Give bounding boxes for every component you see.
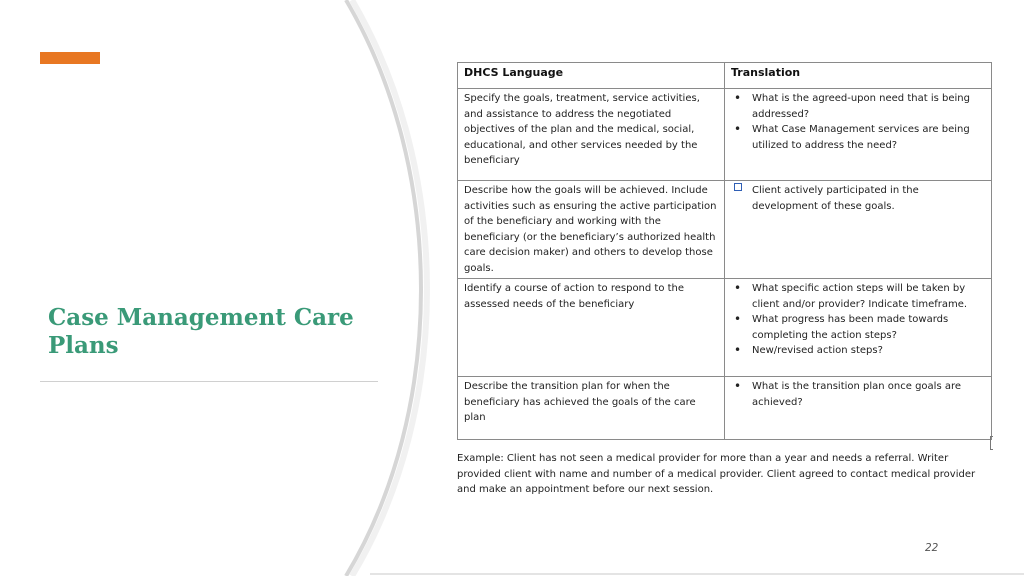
translation-cell xyxy=(725,89,992,181)
dhcs-text: Describe the transition plan for when the beneficiary has achieved the goals of the care plan xyxy=(464,381,696,423)
translation-text: What is the agreed-upon need that is being addressed? xyxy=(752,93,970,120)
table-bracket-mark xyxy=(990,436,993,450)
dhcs-cell xyxy=(458,279,725,377)
dhcs-cell xyxy=(458,181,725,279)
translation-cell xyxy=(725,279,992,377)
list-item xyxy=(731,343,985,359)
translation-text: What specific action steps will be taken by client and/or provider? Indicate timeframe. xyxy=(752,283,968,310)
translation-text: What progress has been made towards completing the action steps? xyxy=(752,314,949,341)
dhcs-text: Specify the goals, treatment, service activities, and assistance to address the negotiated objectives of the plan and the medical, social, educational, and other services needed by the beneficiary xyxy=(464,93,700,166)
bullet-icon xyxy=(734,343,741,360)
translation-text: New/revised action steps? xyxy=(752,345,883,356)
bullet-icon xyxy=(734,379,741,396)
slide-title: Case Management Care Plans xyxy=(48,304,354,359)
dhcs-text: Describe how the goals will be achieved. Include activities such as ensuring the active participation of the beneficiary and working with the beneficiary (or the beneficiary’s authorized health care decision maker) and others to develop those goals. xyxy=(464,185,717,274)
translation-list xyxy=(731,281,985,359)
checkbox-icon xyxy=(734,183,742,191)
translation-list xyxy=(731,379,985,410)
list-item xyxy=(731,91,985,122)
table-row xyxy=(458,181,992,279)
dhcs-cell xyxy=(458,377,725,440)
translation-cell xyxy=(725,181,992,279)
table-row xyxy=(458,89,992,181)
header-translation: Translation xyxy=(725,63,992,89)
translation-list xyxy=(731,91,985,153)
care-plan-table xyxy=(457,62,992,440)
bottom-divider xyxy=(370,573,1024,575)
table-row xyxy=(458,377,992,440)
example-paragraph: Example: Client has not seen a medical provider for more than a year and needs a referral. Writer provided client with name and number of a medical provider. Client agreed to contact medical provider and make an appointment before our next session. xyxy=(457,453,976,495)
list-item xyxy=(731,379,985,410)
table-row xyxy=(458,279,992,377)
bullet-icon xyxy=(734,91,741,108)
translation-cell xyxy=(725,377,992,440)
list-item xyxy=(731,312,985,343)
table-header-row xyxy=(458,63,992,89)
list-item xyxy=(731,183,985,214)
dhcs-text: Identify a course of action to respond to the assessed needs of the beneficiary xyxy=(464,283,685,310)
dhcs-cell xyxy=(458,89,725,181)
translation-text: Client actively participated in the development of these goals. xyxy=(752,185,919,212)
page-number: 22 xyxy=(925,542,939,554)
title-divider xyxy=(40,381,378,382)
bullet-icon xyxy=(734,122,741,139)
translation-text: What Case Management services are being utilized to address the need? xyxy=(752,124,970,151)
bullet-icon xyxy=(734,312,741,329)
translation-text: What is the transition plan once goals are achieved? xyxy=(752,381,962,408)
translation-list xyxy=(731,183,985,214)
accent-bar xyxy=(40,52,100,64)
list-item xyxy=(731,281,985,312)
list-item xyxy=(731,122,985,153)
header-dhcs-language: DHCS Language xyxy=(458,63,725,89)
bullet-icon xyxy=(734,281,741,298)
